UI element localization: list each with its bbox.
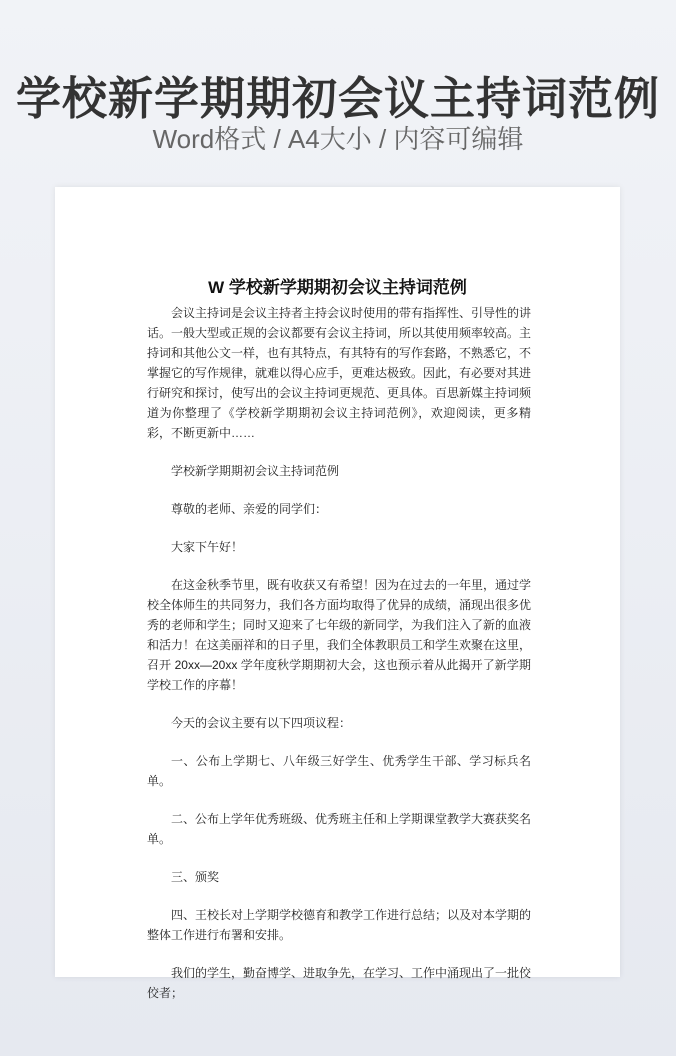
paragraph: 我们的学生，勤奋博学、进取争先，在学习、工作中涌现出了一批佼佼者； bbox=[147, 966, 532, 1000]
document-page bbox=[55, 187, 620, 1000]
document-title: W 学校新学期期初会议主持词范例 bbox=[208, 278, 467, 297]
paragraph: 学校新学期期初会议主持词范例 bbox=[171, 464, 340, 478]
paragraph: 四、王校长对上学期学校德育和教学工作进行总结；以及对本学期的整体工作进行布署和安排。 bbox=[147, 908, 532, 942]
page-title: 学校新学期期初会议主持词范例 bbox=[15, 73, 660, 124]
paragraph: 尊敬的老师、亲爱的同学们： bbox=[171, 502, 328, 516]
paragraph: 会议主持词是会议主持者主持会议时使用的带有指挥性、引导性的讲话。一般大型或正规的会议都要有会议主持词，所以其使用频率较高。主持词和其他公文一样，也有其特点，有其特有的写作套路，不熟悉它，不掌握它的写作规律，就难以得心应手，更难达极致。因此，有必要对其进行研究和探讨，使写出的会议主持词更规范、更具体。百思新媒主持词频道为你整理了《学校新学期期初会议主持词范例》，欢迎阅读，更多精彩，不断更新中…… bbox=[147, 306, 532, 440]
paragraph: 二、公布上学年优秀班级、优秀班主任和上学期课堂教学大赛获奖名单。 bbox=[147, 812, 532, 846]
document-body bbox=[147, 303, 531, 1021]
paragraph: 三、颁奖 bbox=[171, 870, 220, 884]
paragraph: 今天的会议主要有以下四项议程： bbox=[171, 716, 352, 730]
paragraph: 在这金秋季节里，既有收获又有希望！因为在过去的一年里，通过学校全体师生的共同努力，我们各方面均取得了优异的成绩，涌现出很多优秀的老师和学生；同时又迎来了七年级的新同学，为我们注入了新的血液和活力！在这美丽祥和的日子里，我们全体教职员工和学生欢聚在这里，召开 20xx—20xx 学年度秋学期期初大会，这也预示着从此揭开了新学期学校工作的序幕！ bbox=[147, 578, 532, 692]
paragraph: 大家下午好！ bbox=[171, 540, 244, 554]
paragraph: 一、公布上学期七、八年级三好学生、优秀学生干部、学习标兵名单。 bbox=[147, 754, 531, 788]
page-subtitle: Word格式 / A4大小 / 内容可编辑 bbox=[152, 124, 524, 154]
